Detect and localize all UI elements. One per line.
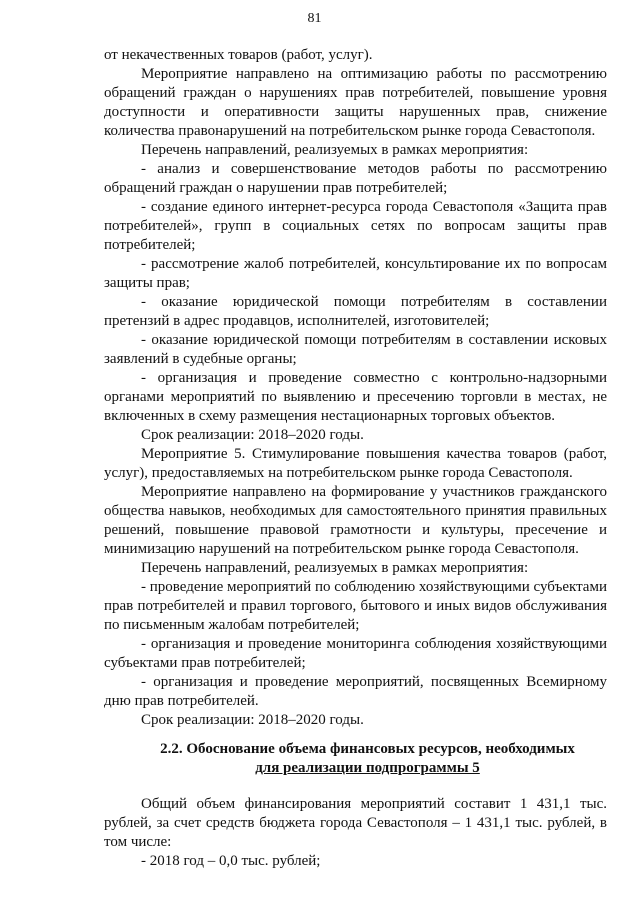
paragraph: Мероприятие направлено на формирование у участников гражданского общества навыков, необходимых для самостоятельного принятия правильных решений, повышение правовой грамотности и культуры, пресечение и минимизацию нарушений на потребительском рынке города Севастополя.	[104, 484, 607, 557]
page-number: 81	[307, 11, 322, 26]
paragraph: - оказание юридической помощи потребителям в составлении претензий в адрес продавцов, исполнителей, изготовителей;	[104, 294, 607, 329]
paragraph: Общий объем финансирования мероприятий составит 1 431,1 тыс. рублей, за счет средств бюджета города Севастополя – 1 431,1 тыс. рублей, в том числе:	[104, 796, 607, 850]
paragraphs-bottom	[104, 795, 607, 871]
paragraph: - проведение мероприятий по соблюдению хозяйствующими субъектами прав потребителей и правил торгового, бытового и иных видов обслуживания по письменным жалобам потребителей;	[104, 579, 607, 633]
paragraphs-top	[104, 46, 607, 730]
paragraph: Перечень направлений, реализуемых в рамках мероприятия:	[141, 142, 529, 158]
paragraph: Срок реализации: 2018–2020 годы.	[141, 427, 364, 443]
paragraph: - 2018 год – 0,0 тыс. рублей;	[141, 853, 321, 869]
section-heading-line2: для реализации подпрограммы 5	[255, 760, 480, 776]
paragraph: - организация и проведение мониторинга соблюдения хозяйствующими субъектами прав потребителей;	[104, 636, 607, 671]
heading-spacer	[104, 778, 607, 795]
paragraph: - рассмотрение жалоб потребителей, консультирование их по вопросам защиты прав;	[104, 256, 607, 291]
paragraph: - организация и проведение совместно с контрольно-надзорными органами мероприятий по выявлению и пресечению торговли в местах, не включенных в схему размещения нестационарных торговых объектов.	[104, 370, 607, 424]
paragraph: - анализ и совершенствование методов работы по рассмотрению обращений граждан о нарушении прав потребителей;	[104, 161, 607, 196]
paragraph: Перечень направлений, реализуемых в рамках мероприятия:	[141, 560, 529, 576]
section-heading	[104, 740, 607, 778]
document-body	[104, 46, 607, 871]
paragraph: Мероприятие 5. Стимулирование повышения качества товаров (работ, услуг), предоставляемых на потребительском рынке города Севастополя.	[104, 446, 607, 481]
paragraph: - оказание юридической помощи потребителям в составлении исковых заявлений в судебные органы;	[104, 332, 607, 367]
paragraph: - организация и проведение мероприятий, посвященных Всемирному дню прав потребителей.	[104, 674, 607, 709]
paragraph: Срок реализации: 2018–2020 годы.	[141, 712, 364, 728]
paragraph: Мероприятие направлено на оптимизацию работы по рассмотрению обращений граждан о нарушениях прав потребителей, повышение уровня доступности и оперативности защиты нарушенных прав, снижение количества правонарушений на потребительском рынке города Севастополя.	[104, 66, 607, 139]
section-heading-line1: 2.2. Обоснование объема финансовых ресурсов, необходимых	[160, 741, 575, 757]
paragraph: - создание единого интернет-ресурса города Севастополя «Защита прав потребителей», групп в социальных сетях по вопросам защиты прав потребителей;	[104, 199, 607, 253]
paragraph: от некачественных товаров (работ, услуг).	[104, 47, 373, 63]
